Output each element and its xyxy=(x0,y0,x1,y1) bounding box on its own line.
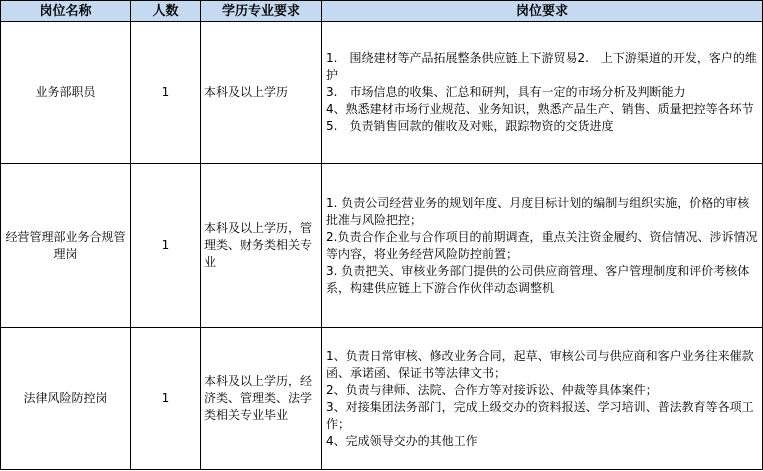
table-row xyxy=(1,328,763,470)
education-cell: 本科及以上学历 xyxy=(201,22,322,164)
position-name-cell: 经营管理部业务合规管理岗 xyxy=(1,164,131,328)
table-row xyxy=(1,22,763,164)
education-cell: 本科及以上学历，经济类、管理类、法学类相关专业毕业 xyxy=(201,328,322,470)
requirement-line: 1、负责日常审核、修改业务合同，起草、审核公司与供应商和客户业务往来催款函、承诺函、保证书等法律文书； xyxy=(326,348,754,380)
requirement-line: 4、熟悉建材市场行业规范、业务知识，熟悉产品生产、销售、质量把控等各环节 xyxy=(326,102,754,116)
header-position-name: 岗位名称 xyxy=(1,1,131,22)
table-header-row xyxy=(1,1,763,22)
header-education: 学历专业要求 xyxy=(201,1,322,22)
requirements-cell xyxy=(322,328,763,470)
table-row xyxy=(1,164,763,328)
requirement-line: 3、对接集团法务部门，完成上级交办的资料报送、学习培训、普法教育等各项工作； xyxy=(326,399,754,431)
requirement-line: 5. 负责销售回款的催收及对账，跟踪物资的交货进度 xyxy=(326,119,614,133)
position-name-cell: 法律风险防控岗 xyxy=(1,328,131,470)
requirements-cell xyxy=(322,164,763,328)
headcount-cell: 1 xyxy=(131,328,201,470)
header-requirements: 岗位要求 xyxy=(322,1,763,22)
requirement-line: 3. 市场信息的收集、汇总和研判，具有一定的市场分析及判断能力 xyxy=(326,85,686,99)
requirement-line: 4、完成领导交办的其他工作 xyxy=(326,433,478,448)
header-headcount: 人数 xyxy=(131,1,201,22)
position-name-cell: 业务部职员 xyxy=(1,22,131,164)
education-cell: 本科及以上学历，管理类、财务类相关专业 xyxy=(201,164,322,328)
requirement-line: 2、负责与律师、法院、合作方等对接诉讼、仲裁等具体案件； xyxy=(326,382,658,397)
requirements-cell xyxy=(322,22,763,164)
requirement-line: 1. 负责公司经营业务的规划年度、月度目标计划的编制与组织实施，价格的审核批准与风险把控； xyxy=(326,195,750,227)
requirement-line: 2.负责合作企业与合作项目的前期调查，重点关注资金履约、资信情况、涉诉情况等内容，将业务经营风险防控前置； xyxy=(326,229,758,261)
requirement-line: 1. 围绕建材等产品拓展整条供应链上下游贸易2. 上下游渠道的开发，客户的维护 xyxy=(326,51,757,82)
requirement-line: 3. 负责把关、审核业务部门提供的公司供应商管理、客户管理制度和评价考核体系，构建供应链上下游合作伙伴动态调整机 xyxy=(326,263,750,295)
headcount-cell: 1 xyxy=(131,164,201,328)
headcount-cell: 1 xyxy=(131,22,201,164)
